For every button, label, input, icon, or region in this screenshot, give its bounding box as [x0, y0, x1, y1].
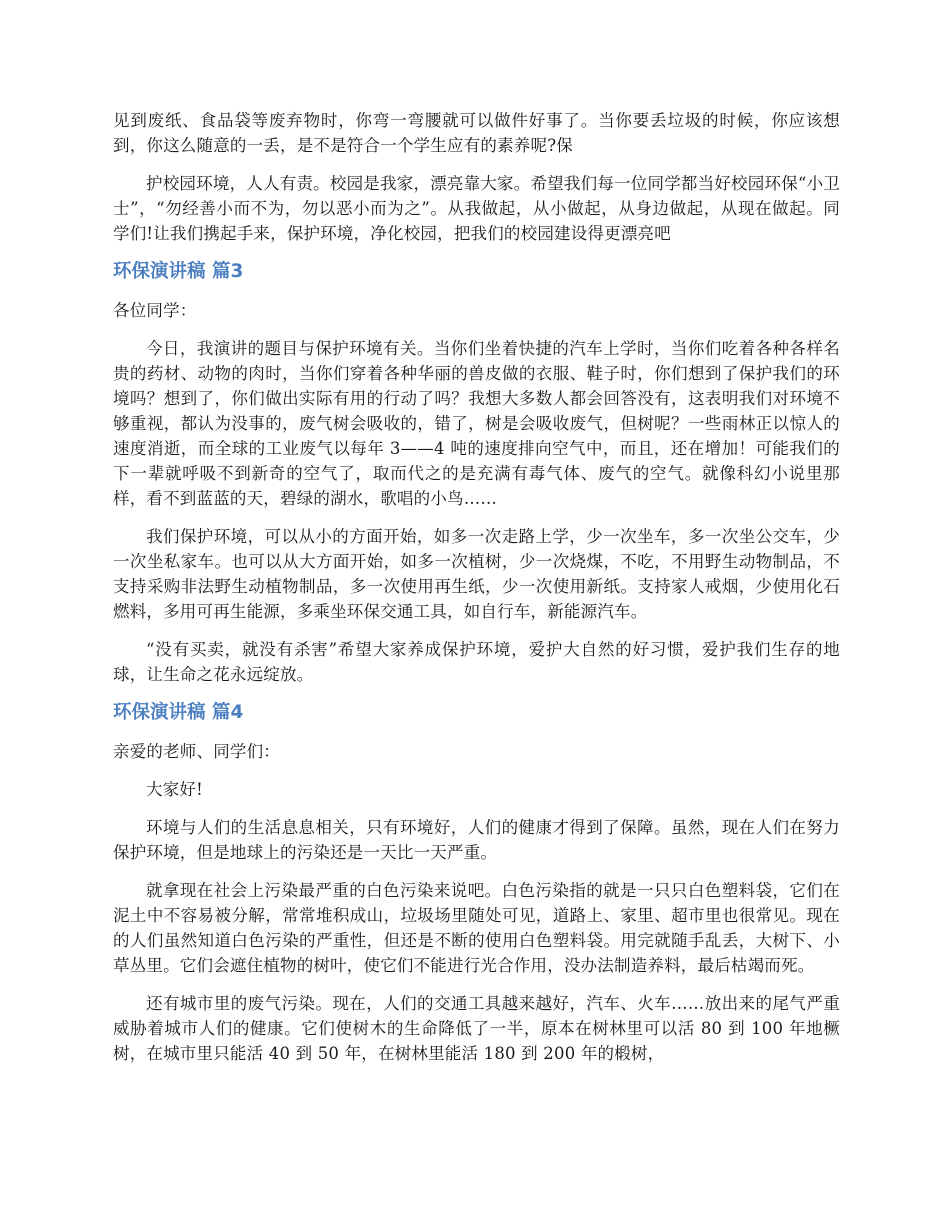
paragraph: “没有买卖，就没有杀害”希望大家养成保护环境，爱护大自然的好习惯，爱护我们生存的地球，让生命之花永远绽放。 — [113, 640, 840, 684]
paragraph: 今日，我演讲的题目与保护环境有关。当你们坐着快捷的汽车上学时，当你们吃着各种各样名贵的药材、动物的肉时，当你们穿着各种华丽的兽皮做的衣服、鞋子时，你们想到了保护我们的环境吗？想到了，你们做出实际有用的行动了吗？我想大多数人都会回答没有，这表明我们对环境不够重视，都认为没事的，废气树会吸收的，错了，树是会吸收废气，但树呢？一些雨林正以惊人的速度消逝，而全球的工业废气以每年 3——4 吨的速度排向空气中，而且，还在增加！可能我们的下一辈就呼吸不到新奇的空气了，取而代之的是充满有毒气体、废气的空气。就像科幻小说里那样，看不到蓝蓝的天，碧绿的湖水，歌唱的小鸟…… — [113, 339, 840, 508]
document-page — [113, 108, 840, 1079]
paragraph: 就拿现在社会上污染最严重的白色污染来说吧。白色污染指的就是一只只白色塑料袋，它们在泥土中不容易被分解，常常堆积成山，垃圾场里随处可见，道路上、家里、超市里也很常见。现在的人们虽然知道白色污染的严重性，但还是不断的使用白色塑料袋。用完就随手乱丢，大树下、小草丛里。它们会遮住植物的树叶，使它们不能进行光合作用，没办法制造养料，最后枯竭而死。 — [113, 881, 840, 975]
salutation: 各位同学： — [113, 301, 197, 320]
paragraph: 见到废纸、食品袋等废弃物时，你弯一弯腰就可以做件好事了。当你要丢垃圾的时候，你应该想到，你这么随意的一丢，是不是符合一个学生应有的素养呢?保 — [113, 111, 840, 155]
section-heading: 环保演讲稿 篇3 — [113, 261, 244, 282]
section-heading: 环保演讲稿 篇4 — [113, 702, 244, 723]
greeting: 大家好! — [146, 780, 203, 799]
paragraph: 我们保护环境，可以从小的方面开始，如多一次走路上学，少一次坐车，多一次坐公交车，少一次坐私家车。也可以从大方面开始，如多一次植树，少一次烧煤，不吃，不用野生动物制品，不支持采购非法野生动植物制品，多一次使用再生纸，少一次使用新纸。支持家人戒烟，少使用化石燃料，多用可再生能源，多乘坐环保交通工具，如自行车，新能源汽车。 — [113, 527, 840, 621]
salutation: 亲爱的老师、同学们： — [113, 742, 280, 761]
paragraph: 还有城市里的废气污染。现在，人们的交通工具越来越好，汽车、火车……放出来的尾气严重威胁着城市人们的健康。它们使树木的生命降低了一半，原本在树林里可以活 80 到 100 年地橛树，在城市里只能活 40 到 50 年，在树林里能活 180 到 200 年的椴树， — [113, 994, 840, 1063]
paragraph: 环境与人们的生活息息相关，只有环境好，人们的健康才得到了保障。虽然，现在人们在努力保护环境，但是地球上的污染还是一天比一天严重。 — [113, 818, 840, 862]
paragraph: 护校园环境，人人有责。校园是我家，漂亮靠大家。希望我们每一位同学都当好校园环保“小卫士”，“勿经善小而不为，勿以恶小而为之”。从我做起，从小做起，从身边做起，从现在做起。同学们!让我们携起手来，保护环境，净化校园，把我们的校园建设得更漂亮吧 — [113, 174, 840, 243]
